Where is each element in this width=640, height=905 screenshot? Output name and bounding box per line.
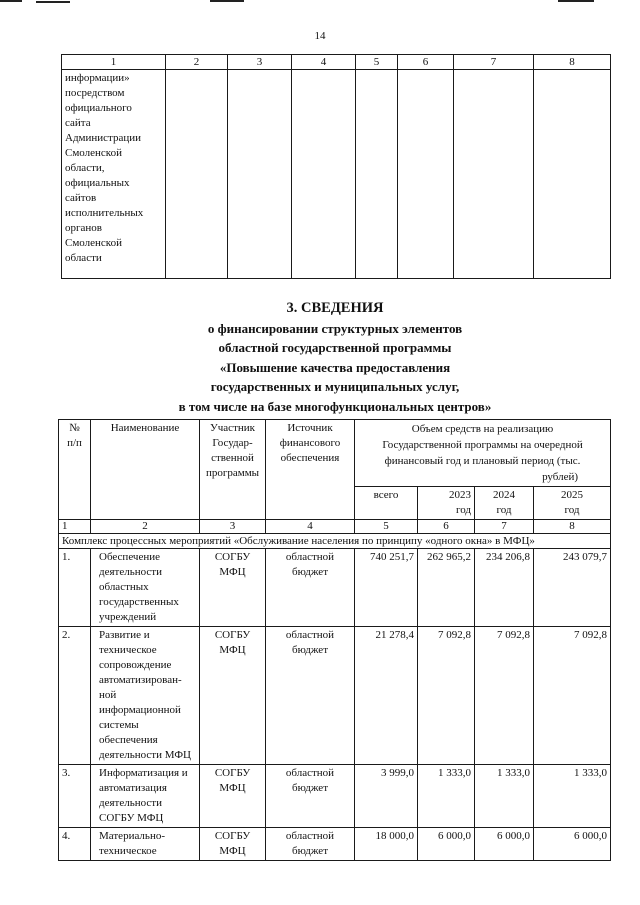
table-row bbox=[59, 549, 611, 627]
complex-row bbox=[59, 534, 611, 549]
row-2024: 234 206,8 bbox=[475, 549, 534, 627]
continued-cell-text bbox=[62, 70, 166, 279]
column-number-row bbox=[59, 520, 611, 534]
section-subtitle-line: государственных и муниципальных услуг, bbox=[210, 379, 460, 394]
text-line: Обеспечение bbox=[99, 551, 160, 563]
text-line: техническое bbox=[99, 845, 157, 857]
row-participant bbox=[200, 765, 266, 828]
text-line: исполнительных bbox=[65, 207, 144, 219]
section-subtitle-line: «Повышение качества предоставления bbox=[219, 359, 451, 375]
row-participant bbox=[200, 627, 266, 765]
empty-cell bbox=[166, 70, 228, 279]
complex-label: Комплекс процессных мероприятий «Обслуживание населения по принципу «одного окна» в МФЦ» bbox=[59, 534, 611, 549]
text-line: ной bbox=[99, 689, 117, 701]
scan-edge-line bbox=[210, 0, 244, 2]
text-line: официальных bbox=[65, 177, 130, 189]
text-line: СОГБУ bbox=[214, 767, 251, 779]
header-year bbox=[418, 487, 475, 520]
header-line: ственной bbox=[211, 452, 254, 464]
page-number: 14 bbox=[314, 30, 326, 42]
header-line: № bbox=[69, 422, 80, 434]
row-participant bbox=[200, 828, 266, 861]
col-number: 6 bbox=[398, 55, 454, 70]
text-line: СОГБУ bbox=[214, 629, 251, 641]
text-line: бюджет bbox=[292, 782, 328, 794]
row-name bbox=[91, 765, 200, 828]
row-name bbox=[91, 549, 200, 627]
col-number: 4 bbox=[266, 520, 355, 534]
col-number: 7 bbox=[475, 520, 534, 534]
text-line: МФЦ bbox=[219, 782, 246, 794]
col-number: 3 bbox=[228, 55, 292, 70]
text-line: бюджет bbox=[292, 566, 328, 578]
col-number: 1 bbox=[59, 520, 91, 534]
section-heading bbox=[100, 299, 570, 416]
text-line: бюджет bbox=[292, 845, 328, 857]
text-line: Материально- bbox=[99, 830, 165, 842]
col-number: 4 bbox=[292, 55, 356, 70]
row-2024: 6 000,0 bbox=[475, 828, 534, 861]
header-volume bbox=[355, 420, 611, 487]
header-participant bbox=[200, 420, 266, 520]
col-number: 2 bbox=[166, 55, 228, 70]
header-line: 2024 bbox=[493, 489, 515, 501]
section-subtitle-line: в том числе на базе многофункциональных центров» bbox=[178, 398, 492, 414]
text-line: областной bbox=[285, 830, 335, 842]
header-year bbox=[534, 487, 611, 520]
header-total: всего bbox=[355, 487, 418, 520]
header-line: Участник bbox=[209, 422, 255, 434]
scan-edge-line bbox=[36, 1, 70, 3]
header-num bbox=[59, 420, 91, 520]
header-line: Государ- bbox=[212, 437, 253, 449]
text-line: Администрации bbox=[65, 132, 142, 144]
text-line: деятельности bbox=[99, 566, 162, 578]
table-row bbox=[59, 828, 611, 861]
text-line: области bbox=[65, 252, 102, 264]
row-2025: 1 333,0 bbox=[534, 765, 611, 828]
col-number: 5 bbox=[356, 55, 398, 70]
empty-cell bbox=[534, 70, 611, 279]
header-line: финансовый год и плановый период (тыс. bbox=[384, 455, 581, 467]
col-number: 8 bbox=[534, 55, 611, 70]
empty-cell bbox=[454, 70, 534, 279]
header-line: рублей) bbox=[542, 471, 579, 483]
text-line: сайта bbox=[65, 117, 91, 129]
text-line: Смоленской bbox=[65, 237, 122, 249]
text-line: информации» bbox=[65, 72, 130, 84]
row-name bbox=[91, 627, 200, 765]
row-source bbox=[266, 828, 355, 861]
section-subtitle-line: о финансировании структурных элементов bbox=[207, 320, 463, 336]
financing-table bbox=[58, 419, 611, 861]
row-number: 2. bbox=[59, 627, 91, 765]
header-line: Объем средств на реализацию bbox=[411, 423, 554, 435]
text-line: областных bbox=[99, 581, 149, 593]
row-2025: 6 000,0 bbox=[534, 828, 611, 861]
text-line: официального bbox=[65, 102, 132, 114]
row-total: 740 251,7 bbox=[355, 549, 418, 627]
row-participant bbox=[200, 549, 266, 627]
row-source bbox=[266, 765, 355, 828]
text-line: МФЦ bbox=[219, 644, 246, 656]
header-name: Наименование bbox=[91, 420, 200, 520]
empty-cell bbox=[292, 70, 356, 279]
header-line: Источник bbox=[287, 422, 333, 434]
text-line: сопровождение bbox=[99, 659, 172, 671]
col-number: 3 bbox=[200, 520, 266, 534]
text-line: МФЦ bbox=[219, 566, 246, 578]
header-line: программы bbox=[205, 467, 260, 479]
table-row bbox=[59, 627, 611, 765]
row-total: 21 278,4 bbox=[355, 627, 418, 765]
row-number: 4. bbox=[59, 828, 91, 861]
row-number: 1. bbox=[59, 549, 91, 627]
text-line: Информатизация и bbox=[99, 767, 188, 779]
row-2023: 7 092,8 bbox=[418, 627, 475, 765]
col-number: 6 bbox=[418, 520, 475, 534]
row-total: 18 000,0 bbox=[355, 828, 418, 861]
row-name bbox=[91, 828, 200, 861]
row-2023: 262 965,2 bbox=[418, 549, 475, 627]
text-line: информационной bbox=[99, 704, 181, 716]
section-subtitle-line: областной государственной программы bbox=[218, 340, 452, 355]
col-number: 8 bbox=[534, 520, 611, 534]
text-line: автоматизирован- bbox=[99, 674, 182, 686]
header-line: 2025 bbox=[561, 489, 584, 501]
table-row bbox=[59, 765, 611, 828]
text-line: областной bbox=[285, 551, 335, 563]
text-line: автоматизация bbox=[99, 782, 167, 794]
row-source bbox=[266, 549, 355, 627]
row-2024: 1 333,0 bbox=[475, 765, 534, 828]
text-line: СОГБУ bbox=[214, 830, 251, 842]
row-2025: 7 092,8 bbox=[534, 627, 611, 765]
text-line: сайтов bbox=[65, 192, 97, 204]
scan-edge-line bbox=[558, 0, 594, 2]
text-line: органов bbox=[65, 222, 102, 234]
text-line: техническое bbox=[99, 644, 157, 656]
section-title: 3. СВЕДЕНИЯ bbox=[286, 300, 384, 316]
text-line: областной bbox=[285, 767, 335, 779]
text-line: обеспечения bbox=[99, 734, 158, 746]
text-line: СОГБУ МФЦ bbox=[99, 812, 164, 824]
col-number: 2 bbox=[91, 520, 200, 534]
header-line: год bbox=[564, 504, 580, 516]
empty-cell bbox=[228, 70, 292, 279]
header-line: год bbox=[496, 504, 512, 516]
text-line: деятельности bbox=[99, 797, 162, 809]
header-line: год bbox=[455, 504, 471, 516]
col-number: 5 bbox=[355, 520, 418, 534]
empty-cell bbox=[356, 70, 398, 279]
row-2023: 6 000,0 bbox=[418, 828, 475, 861]
row-number: 3. bbox=[59, 765, 91, 828]
column-number-row bbox=[62, 55, 611, 70]
table-row bbox=[62, 70, 611, 279]
row-2023: 1 333,0 bbox=[418, 765, 475, 828]
text-line: Развитие и bbox=[99, 629, 150, 641]
row-total: 3 999,0 bbox=[355, 765, 418, 828]
col-number: 1 bbox=[62, 55, 166, 70]
text-line: Смоленской bbox=[65, 147, 122, 159]
text-line: МФЦ bbox=[219, 845, 246, 857]
empty-cell bbox=[398, 70, 454, 279]
text-line: системы bbox=[99, 719, 139, 731]
header-line: финансового bbox=[279, 437, 341, 449]
col-number: 7 bbox=[454, 55, 534, 70]
text-line: бюджет bbox=[292, 644, 328, 656]
header-line: Государственной программы на очередной bbox=[382, 439, 583, 451]
text-line: деятельности МФЦ bbox=[99, 749, 191, 761]
row-2025: 243 079,7 bbox=[534, 549, 611, 627]
header-line: п/п bbox=[67, 437, 82, 449]
scan-edge-line bbox=[0, 0, 22, 2]
text-line: учреждений bbox=[99, 611, 157, 623]
text-line: СОГБУ bbox=[214, 551, 251, 563]
header-year bbox=[475, 487, 534, 520]
text-line: государственных bbox=[99, 596, 179, 608]
text-line: посредством bbox=[65, 87, 125, 99]
text-line: области, bbox=[65, 162, 105, 174]
header-line: обеспечения bbox=[280, 452, 340, 464]
header-source bbox=[266, 420, 355, 520]
row-2024: 7 092,8 bbox=[475, 627, 534, 765]
row-source bbox=[266, 627, 355, 765]
text-line: областной bbox=[285, 629, 335, 641]
header-line: 2023 bbox=[449, 489, 471, 501]
continued-table bbox=[61, 54, 611, 279]
header-row bbox=[59, 420, 611, 487]
